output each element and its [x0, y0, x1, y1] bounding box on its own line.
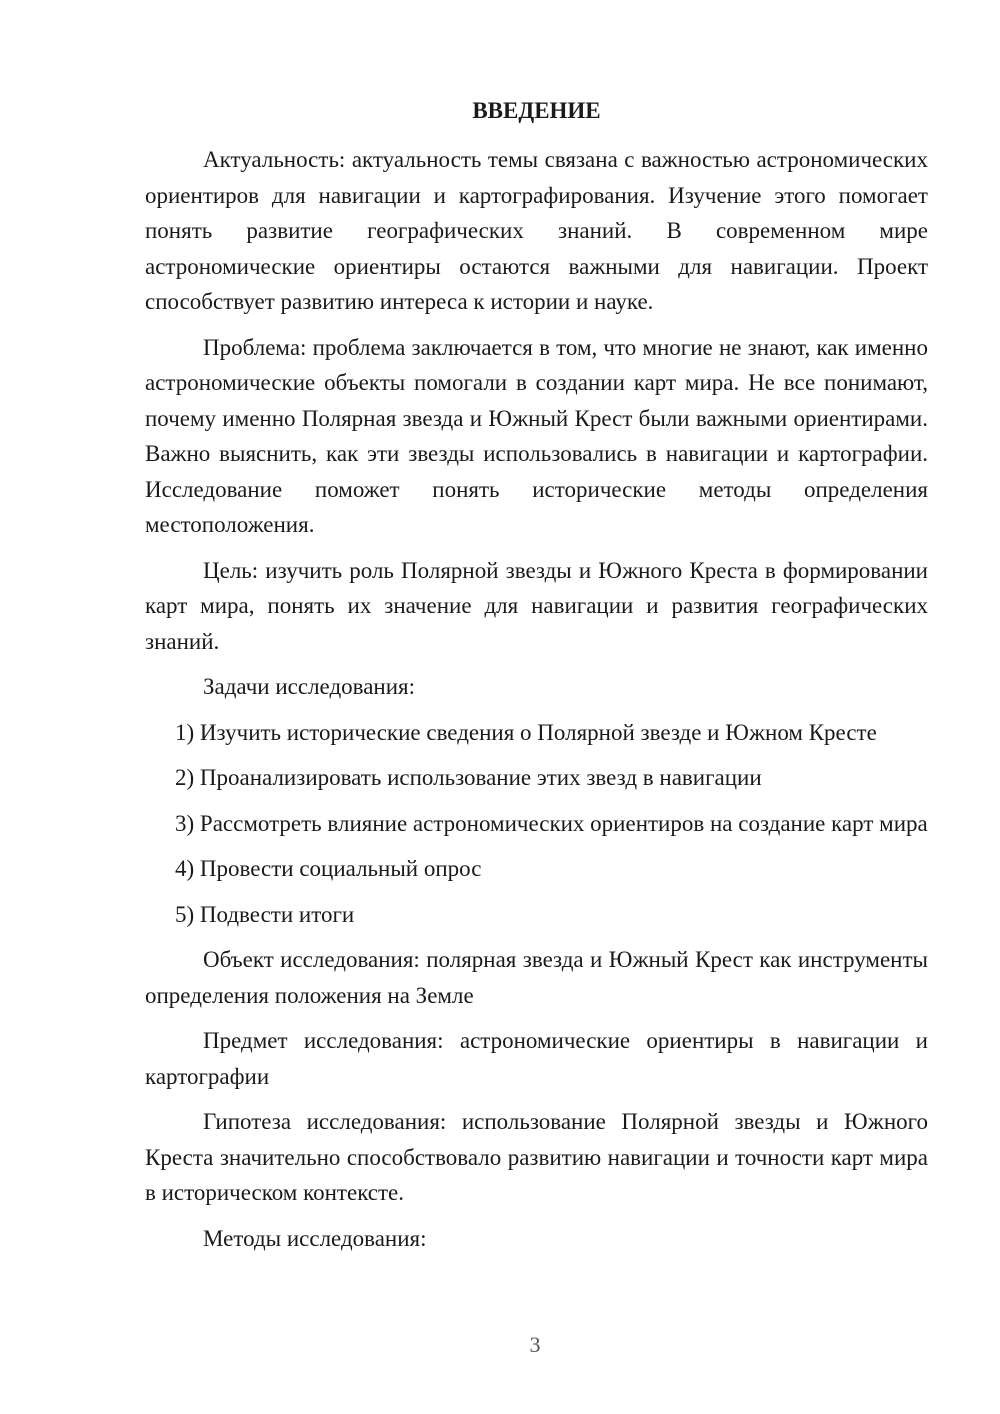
goal-paragraph: Цель: изучить роль Полярной звезды и Южного Креста в формировании карт мира, понять их значение для навигации и развития географических знаний. [145, 557, 928, 654]
page-number: 3 [529, 1332, 541, 1357]
task-item: 5) Подвести итоги [175, 901, 355, 927]
relevance-paragraph: Актуальность: актуальность темы связана с важностью астрономических ориентиров для навигации и картографирования. Изучение этого помогает понять развитие географических знаний. В современном мире астрономические ориентиры остаются важными для навигации. Проект способствует развитию интереса к истории и науке. [145, 147, 928, 314]
problem-paragraph: Проблема: проблема заключается в том, что многие не знают, как именно астрономические объекты помогали в создании карт мира. Не все понимают, почему именно Полярная звезда и Южный Крест были важными ориентирами. Важно выяснить, как эти звезды использовались в навигации и картографии. Исследование поможет понять исторические методы определения местоположения. [145, 334, 928, 537]
section-heading: ВВЕДЕНИЕ [472, 98, 601, 123]
task-item: 3) Рассмотреть влияние астрономических ориентиров на создание карт мира [175, 810, 928, 836]
subject-paragraph: Предмет исследования: астрономические ориентиры в навигации и картографии [145, 1028, 928, 1089]
methods-heading: Методы исследования: [203, 1225, 427, 1251]
object-paragraph: Объект исследования: полярная звезда и Южный Крест как инструменты определения положения на Земле [145, 947, 928, 1008]
task-item: 2) Проанализировать использование этих звезд в навигации [175, 765, 762, 790]
tasks-heading: Задачи исследования: [203, 674, 416, 699]
document-page [145, 94, 928, 1266]
hypothesis-paragraph: Гипотеза исследования: использование Полярной звезды и Южного Креста значительно способствовало развитию навигации и точности карт мира в историческом контексте. [145, 1109, 928, 1205]
task-item: 1) Изучить исторические сведения о Полярной звезде и Южном Кресте [175, 719, 877, 745]
task-item: 4) Провести социальный опрос [175, 856, 482, 881]
